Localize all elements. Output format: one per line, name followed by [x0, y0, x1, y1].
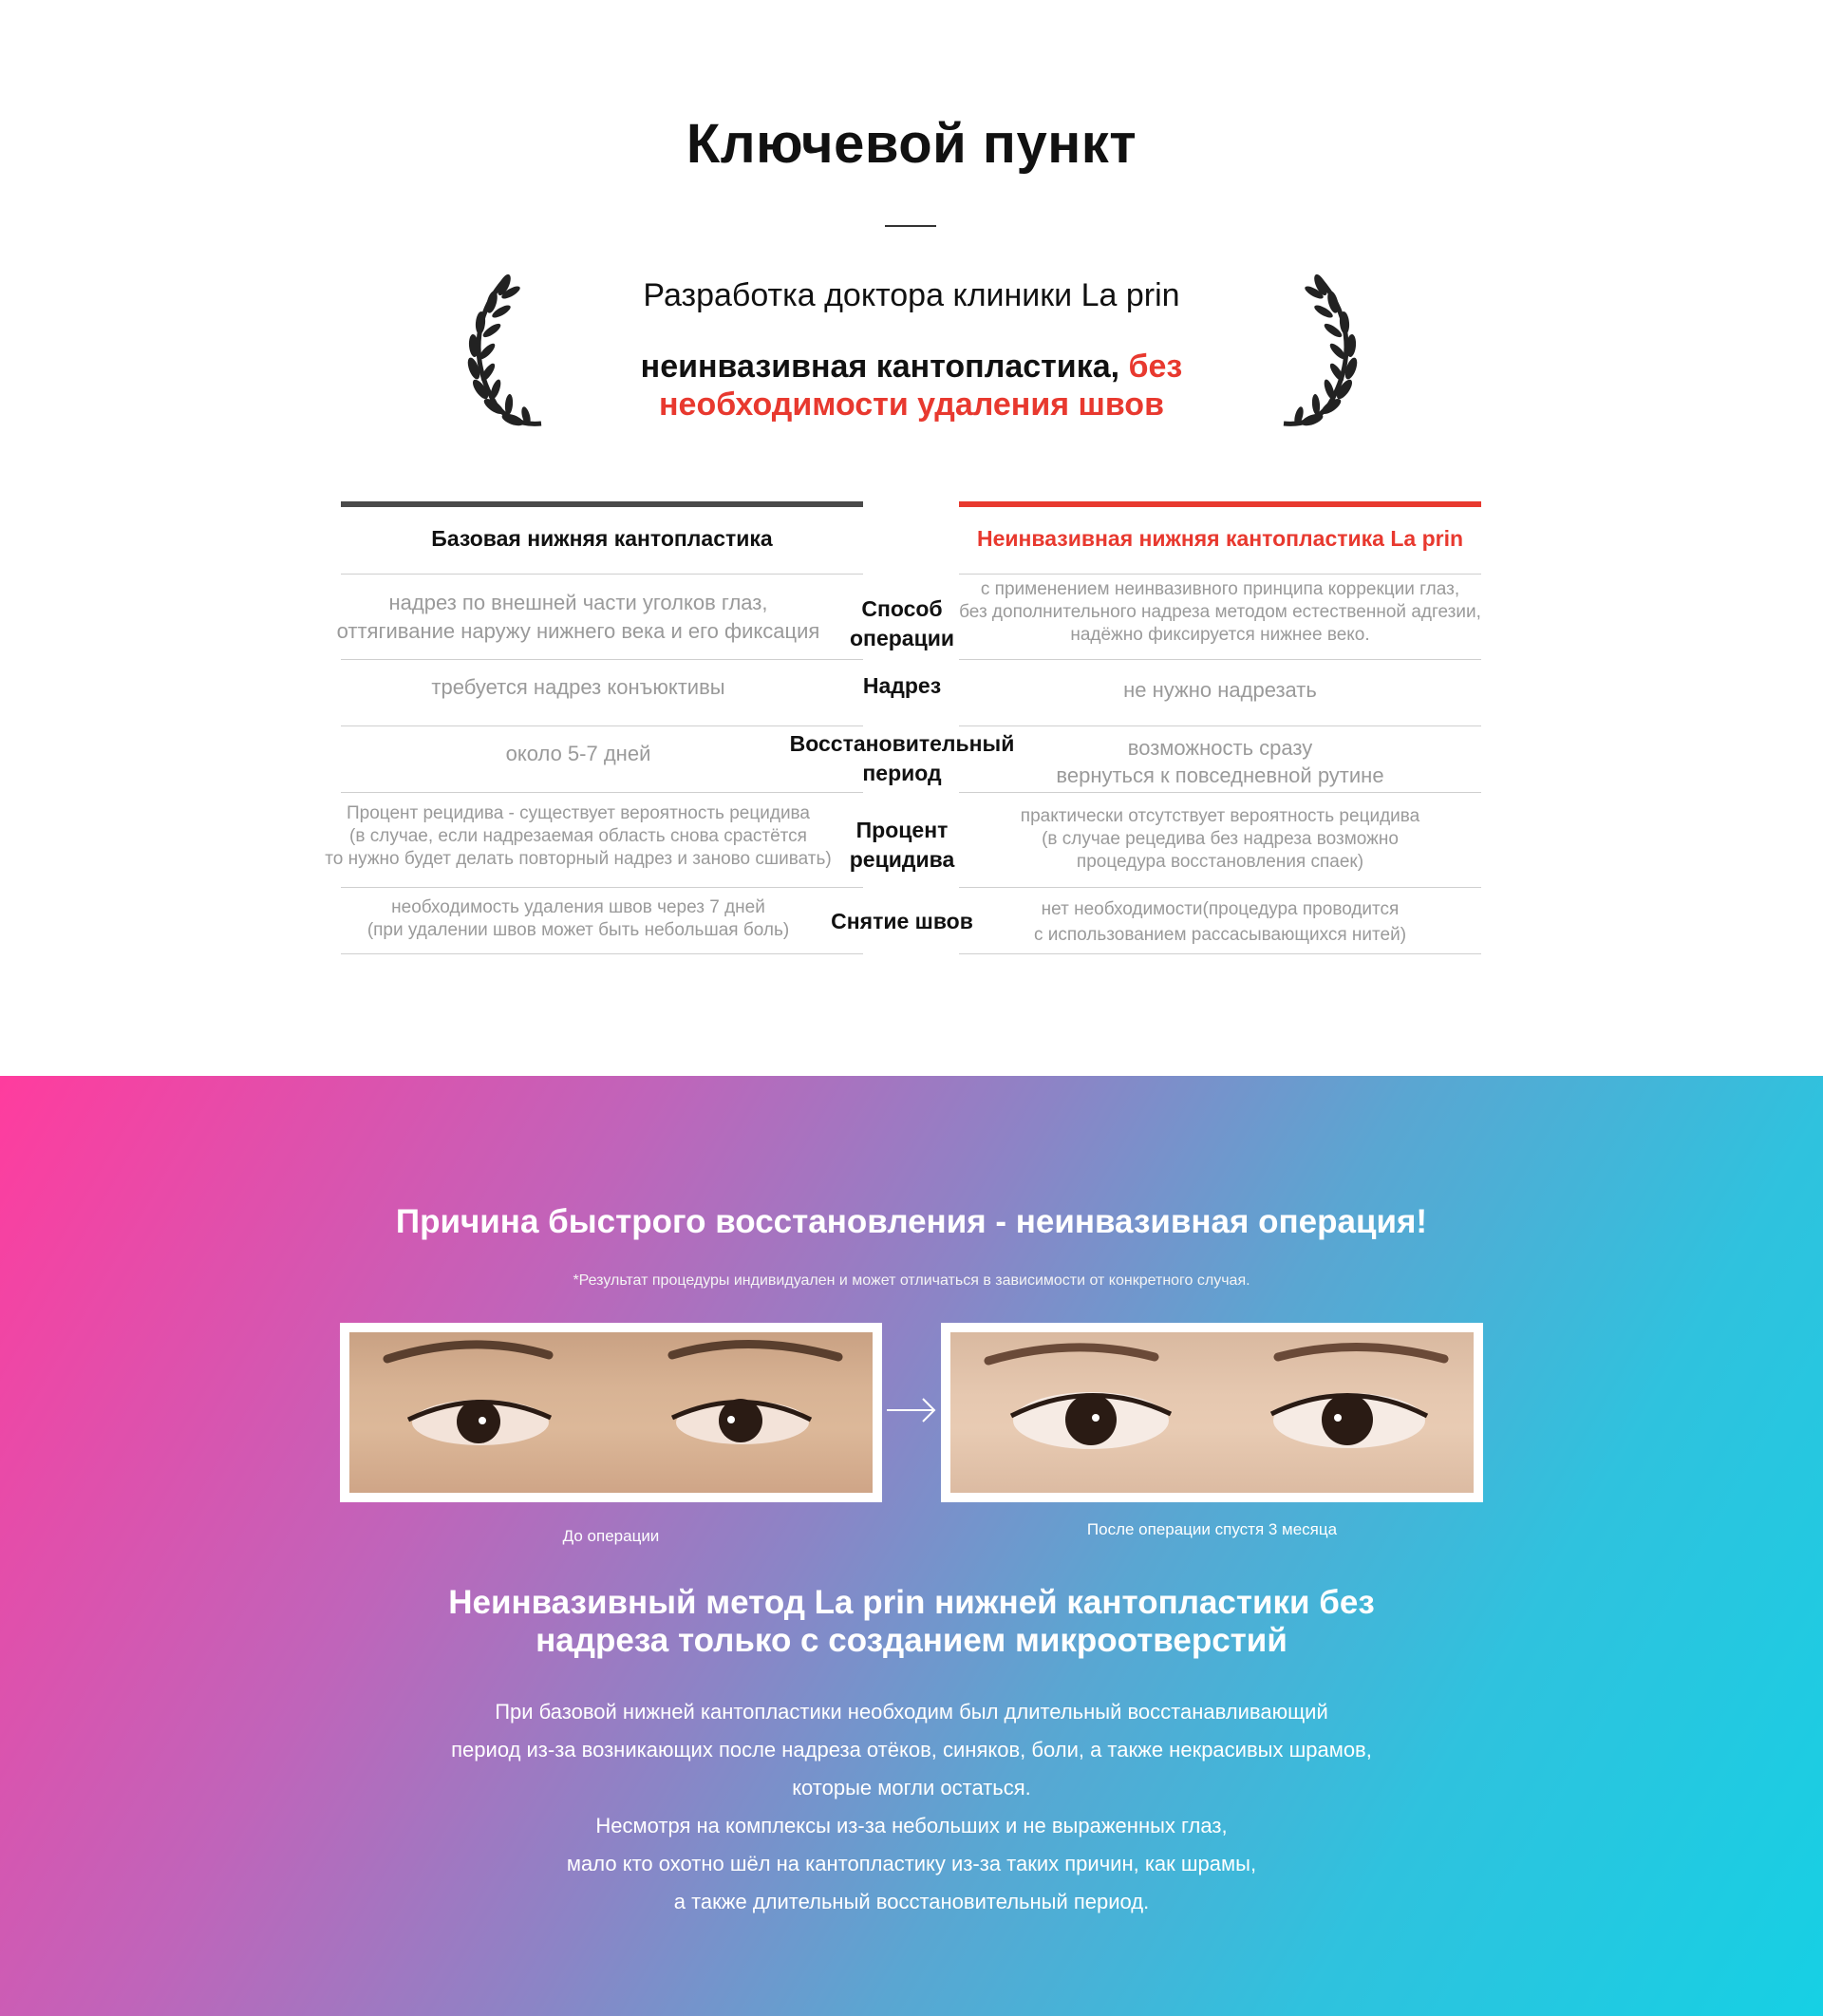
body-line: а также длительный восстановительный период.	[673, 1890, 1150, 1913]
row-divider	[959, 953, 1481, 954]
criterion-line: операции	[850, 626, 954, 650]
body-line: мало кто охотно шёл на кантопластику из-за таких причин, как шрамы,	[566, 1852, 1257, 1875]
cell-line: надёжно фиксируется нижнее веко.	[1070, 625, 1370, 645]
row-divider	[341, 953, 863, 954]
laprin-method-cell	[935, 577, 1505, 648]
after-eyes-illustration	[950, 1332, 1474, 1493]
laprin-recovery-cell	[935, 731, 1505, 792]
cell-line: то нужно будет делать повторный надрез и заново сшивать)	[325, 849, 832, 869]
body-line: При базовой нижней кантопластики необходим был длительный восстанавливающий	[495, 1700, 1328, 1724]
recovery-title: Причина быстрого восстановления - неинвазивная операция!	[395, 1203, 1428, 1240]
row-divider	[959, 887, 1481, 888]
cell-line: с использованием рассасывающихся нитей)	[1033, 925, 1407, 945]
cell-line: с применением неинвазивного принципа коррекции глаз,	[980, 579, 1460, 599]
criterion-line: Снятие швов	[831, 908, 973, 933]
title-divider	[885, 225, 936, 227]
cell-line: (в случае, если надрезаемая область снова срастётся	[349, 826, 807, 846]
disclaimer-note: *Результат процедуры индивидуален и может отличаться в зависимости от конкретного случая.	[573, 1272, 1250, 1289]
before-photo	[349, 1332, 873, 1493]
cell-line: (при удалении швов может быть небольшая боль)	[366, 920, 790, 940]
row-divider	[341, 887, 863, 888]
body-line: период из-за возникающих после надреза отёков, синяков, боли, а также некрасивых шрамов,	[451, 1738, 1372, 1762]
laurel-right-icon	[1280, 272, 1365, 429]
recovery-section	[0, 1076, 1823, 2016]
criterion-line: рецидива	[849, 847, 955, 872]
cell-line: вернуться к повседневной рутине	[1056, 763, 1384, 787]
body-line: которые могли остаться.	[792, 1776, 1031, 1799]
headline	[532, 348, 1291, 424]
row-divider	[341, 659, 863, 660]
cell-line: не нужно надрезать	[1123, 678, 1317, 702]
row-divider	[341, 792, 863, 793]
right-column-header: Неинвазивная нижняя кантопластика La prin	[976, 526, 1464, 551]
method-description	[342, 1693, 1481, 1921]
cell-line: нет необходимости(процедура проводится	[1041, 899, 1400, 919]
headline-black: неинвазивная кантопластика,	[640, 349, 1120, 385]
after-caption: После операции спустя 3 месяца	[1086, 1520, 1338, 1538]
cell-line: необходимость удаления швов через 7 дней	[391, 897, 765, 917]
laprin-relapse-cell	[935, 802, 1505, 876]
headline-line: Неинвазивный метод La prin нижней кантопластики без	[448, 1584, 1375, 1621]
left-column-top-rule	[341, 501, 863, 507]
row-divider	[959, 792, 1481, 793]
after-photo-frame	[941, 1323, 1483, 1502]
body-line: Несмотря на комплексы из-за небольших и не выраженных глаз,	[595, 1814, 1228, 1837]
criterion-line: Процент	[855, 818, 949, 842]
arrow-right-icon	[885, 1396, 937, 1424]
after-photo	[950, 1332, 1474, 1493]
criterion-line: Восстановительный	[789, 731, 1015, 756]
before-eyes-illustration	[349, 1332, 873, 1493]
cell-line: Процент рецидива - существует вероятность рецидива	[346, 803, 811, 823]
method-headline	[342, 1584, 1481, 1660]
page-title: Ключевой пункт	[686, 113, 1137, 175]
cell-line: практически отсутствует вероятность рецидива	[1020, 806, 1420, 826]
developer-line: Разработка доктора клиники La prin	[643, 277, 1180, 313]
cell-line: надрез по внешней части уголков глаз,	[388, 591, 768, 614]
cell-line: оттягивание наружу нижнего века и его фиксация	[336, 619, 820, 643]
criterion-line: Надрез	[862, 672, 942, 698]
headline-line: надреза только с созданием микроотверстий	[536, 1622, 1287, 1659]
headline-red: без необходимости удаления швов	[659, 349, 1183, 423]
row-divider	[959, 659, 1481, 660]
laprin-incision-cell	[935, 671, 1505, 709]
row-divider	[341, 574, 863, 575]
before-caption: До операции	[562, 1527, 660, 1545]
row-divider	[959, 574, 1481, 575]
left-column-header: Базовая нижняя кантопластика	[431, 526, 773, 551]
cell-line: возможность сразу	[1127, 736, 1313, 760]
cell-line: около 5-7 дней	[505, 742, 651, 765]
cell-line: без дополнительного надреза методом естественной адгезии,	[959, 602, 1481, 622]
row-divider	[959, 725, 1481, 726]
cell-line: (в случае рецедива без надреза возможно	[1042, 829, 1399, 849]
right-column-top-rule	[959, 501, 1481, 507]
before-photo-frame	[340, 1323, 882, 1502]
criterion-line: период	[862, 761, 942, 785]
cell-line: требуется надрез конъюктивы	[431, 675, 725, 699]
laprin-suture-cell	[935, 895, 1505, 950]
criterion-line: Способ	[861, 596, 943, 621]
cell-line: процедура восстановления спаек)	[1076, 852, 1364, 872]
